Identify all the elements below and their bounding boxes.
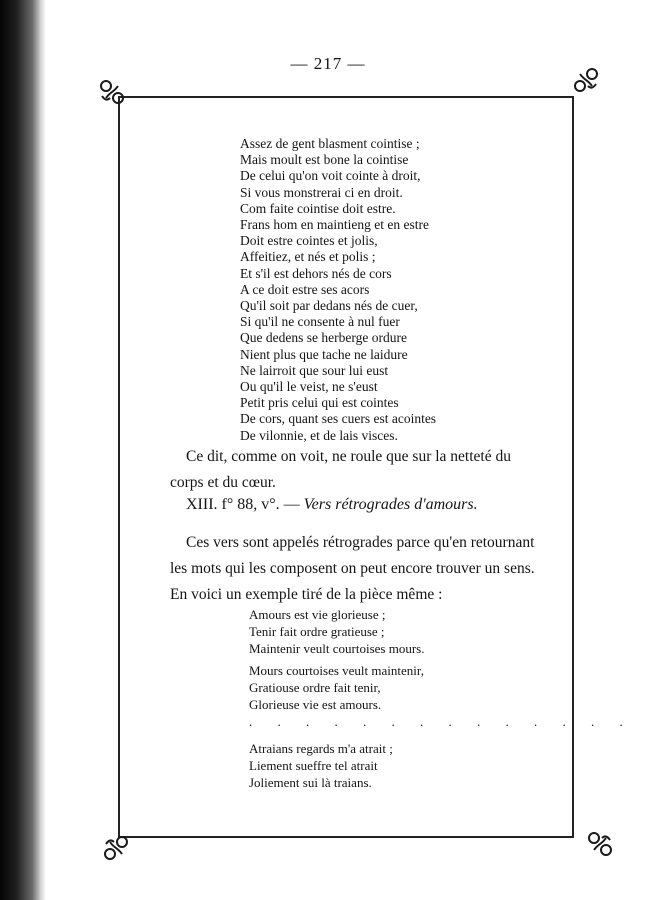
stanza-three	[249, 740, 393, 791]
poem-cointise	[240, 136, 436, 444]
explanation-paragraph: Ces vers sont appelés rétrogrades parce qu'en retournant les mots qui les composent on peut encore trouver un sens. En voici un exemple tiré de la pièce même :	[170, 534, 535, 603]
poem-line: De vilonnie, et de lais visces.	[240, 427, 398, 443]
poem-line: Si vous monstrerai ci en droit.	[240, 184, 403, 200]
flourish-icon	[586, 830, 614, 858]
section-title: Vers rétrogrades d'amours.	[303, 496, 478, 513]
stanza-line: Gratiouse ordre fait tenir,	[249, 680, 381, 695]
stanza-one	[249, 606, 424, 657]
stanza-line: Atraians regards m'a atrait ;	[249, 741, 393, 756]
poem-line: De cors, quant ses cuers est acointes	[240, 411, 437, 427]
scan-binding-shadow	[0, 0, 46, 900]
poem-line: Et s'il est dehors nés de cors	[240, 265, 392, 281]
poem-line: De celui qu'on voit cointe à droit,	[240, 168, 421, 184]
commentary-paragraph: Ce dit, comme on voit, ne roule que sur la netteté du corps et du cœur.	[170, 448, 511, 491]
poem-line: Affeitiez, et nés et polis ;	[240, 249, 376, 265]
poem-line: Doit estre cointes et jolis,	[240, 233, 378, 249]
poem-line: Ou qu'il le veist, ne s'eust	[240, 379, 378, 395]
poem-line: Nient plus que tache ne laidure	[240, 346, 408, 362]
stanza-line: Maintenir veult courtoises mours.	[249, 641, 425, 656]
poem-line: Com faite cointise doit estre.	[240, 200, 396, 216]
poem-line: Assez de gent blasment cointise ;	[240, 136, 420, 151]
stanza-line: Joliement sui là traians.	[249, 775, 372, 790]
poem-line: Si qu'il ne consente à nul fuer	[240, 314, 400, 330]
poem-line: Petit pris celui qui est cointes	[240, 395, 399, 411]
stanza-line: Mours courtoises veult maintenir,	[249, 663, 424, 678]
poem-line: Mais moult est bone la cointise	[240, 152, 409, 168]
stanza-line: Tenir fait ordre gratieuse ;	[249, 624, 385, 639]
stanza-line: Glorieuse vie est amours.	[249, 697, 382, 712]
section-heading	[186, 496, 478, 514]
section-number: XIII. f° 88, v°. —	[186, 496, 304, 513]
flourish-icon	[572, 66, 600, 94]
poem-line: Frans hom en maintieng et en estre	[240, 217, 429, 233]
poem-line: Que dedens se herberge ordure	[240, 330, 407, 346]
poem-line: Ne lairroit que sour lui eust	[240, 362, 389, 378]
stanza-line: Liement sueffre tel atrait	[249, 758, 378, 773]
poem-line: Qu'il soit par dedans nés de cuer,	[240, 298, 418, 314]
page-number: — 217 —	[290, 54, 366, 73]
flourish-icon	[98, 78, 126, 106]
flourish-icon	[102, 834, 130, 862]
stanza-two	[249, 662, 424, 713]
stanza-line: Amours est vie glorieuse ;	[249, 607, 386, 622]
ellipsis-line: . . . . . . . . . . . . . .	[249, 714, 634, 729]
poem-line: A ce doit estre ses acors	[240, 281, 370, 297]
